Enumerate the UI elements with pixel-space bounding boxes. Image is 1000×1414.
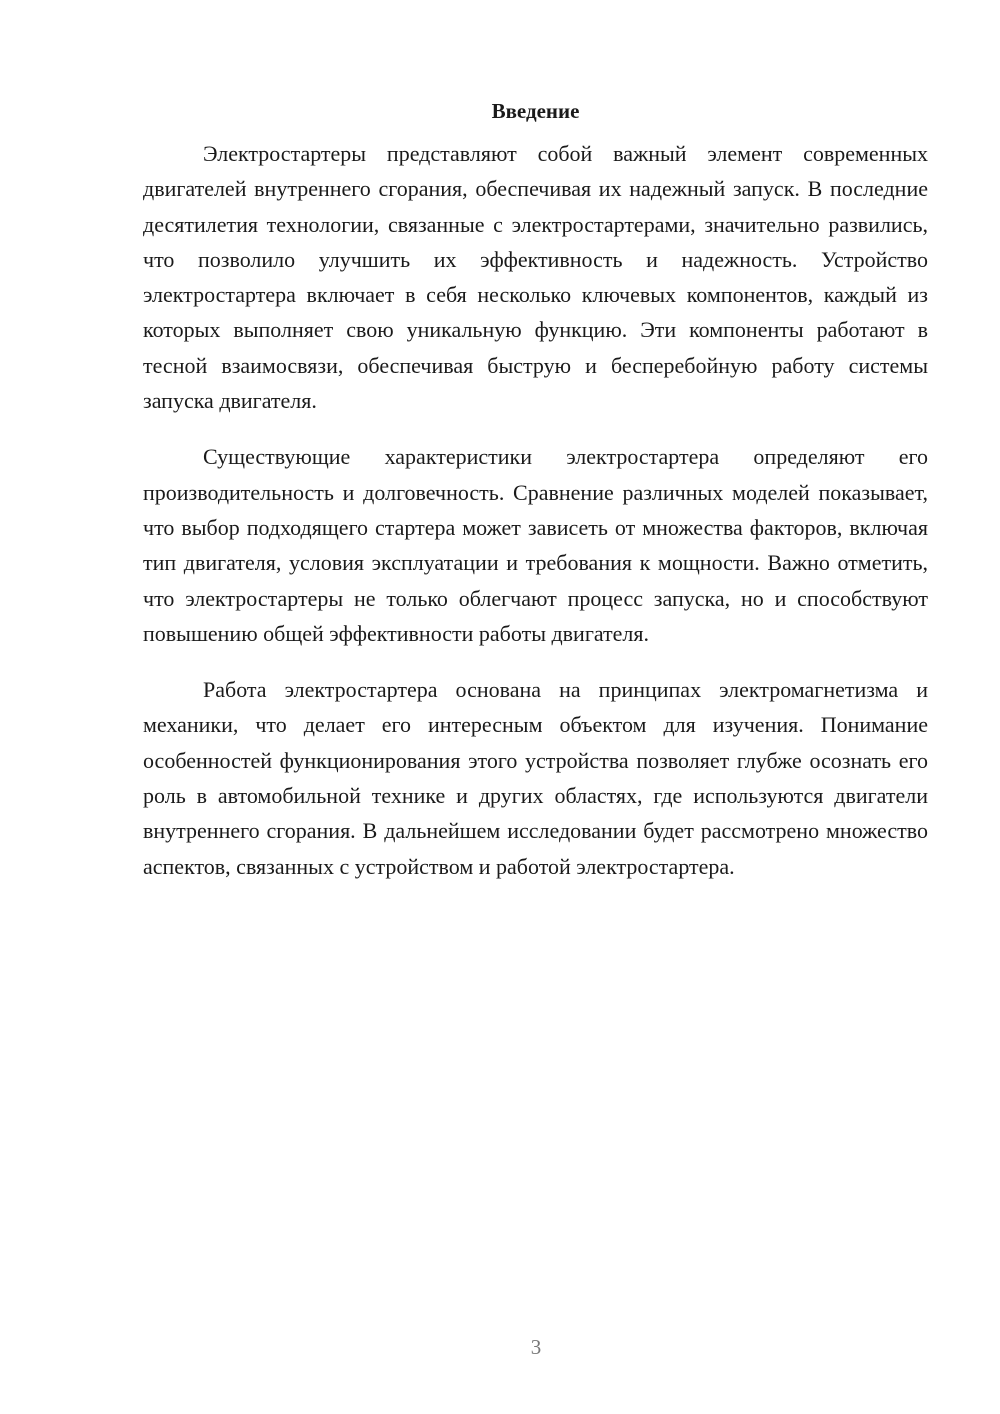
page-content xyxy=(143,96,928,905)
page-number: 3 xyxy=(530,1335,542,1359)
section-heading: Введение xyxy=(491,99,580,123)
paragraph-1: Электростартеры представляют собой важный элемент современных двигателей внутреннего сгорания, обеспечивая их надежный запуск. В последние десятилетия технологии, связанные с электростартерами, значительно развились, что позволило улучшить их эффективность и надежность. Устройство электростартера включает в себя несколько ключевых компонентов, каждый из которых выполняет свою уникальную функцию. Эти компоненты работают в тесной взаимосвязи, обеспечивая быструю и бесперебойную работу системы запуска двигателя. xyxy=(143,141,928,414)
paragraph-3: Работа электростартера основана на принципах электромагнетизма и механики, что делает его интересным объектом для изучения. Понимание особенностей функционирования этого устройства позволяет глубже осознать его роль в автомобильной технике и других областях, где используются двигатели внутреннего сгорания. В дальнейшем исследовании будет рассмотрено множество аспектов, связанных с устройством и работой электростартера. xyxy=(143,677,928,879)
paragraph-2: Существующие характеристики электростартера определяют его производительность и долговечность. Сравнение различных моделей показывает, что выбор подходящего стартера может зависеть от множества факторов, включая тип двигателя, условия эксплуатации и требования к мощности. Важно отметить, что электростартеры не только облегчают процесс запуска, но и способствуют повышению общей эффективности работы двигателя. xyxy=(143,444,928,646)
